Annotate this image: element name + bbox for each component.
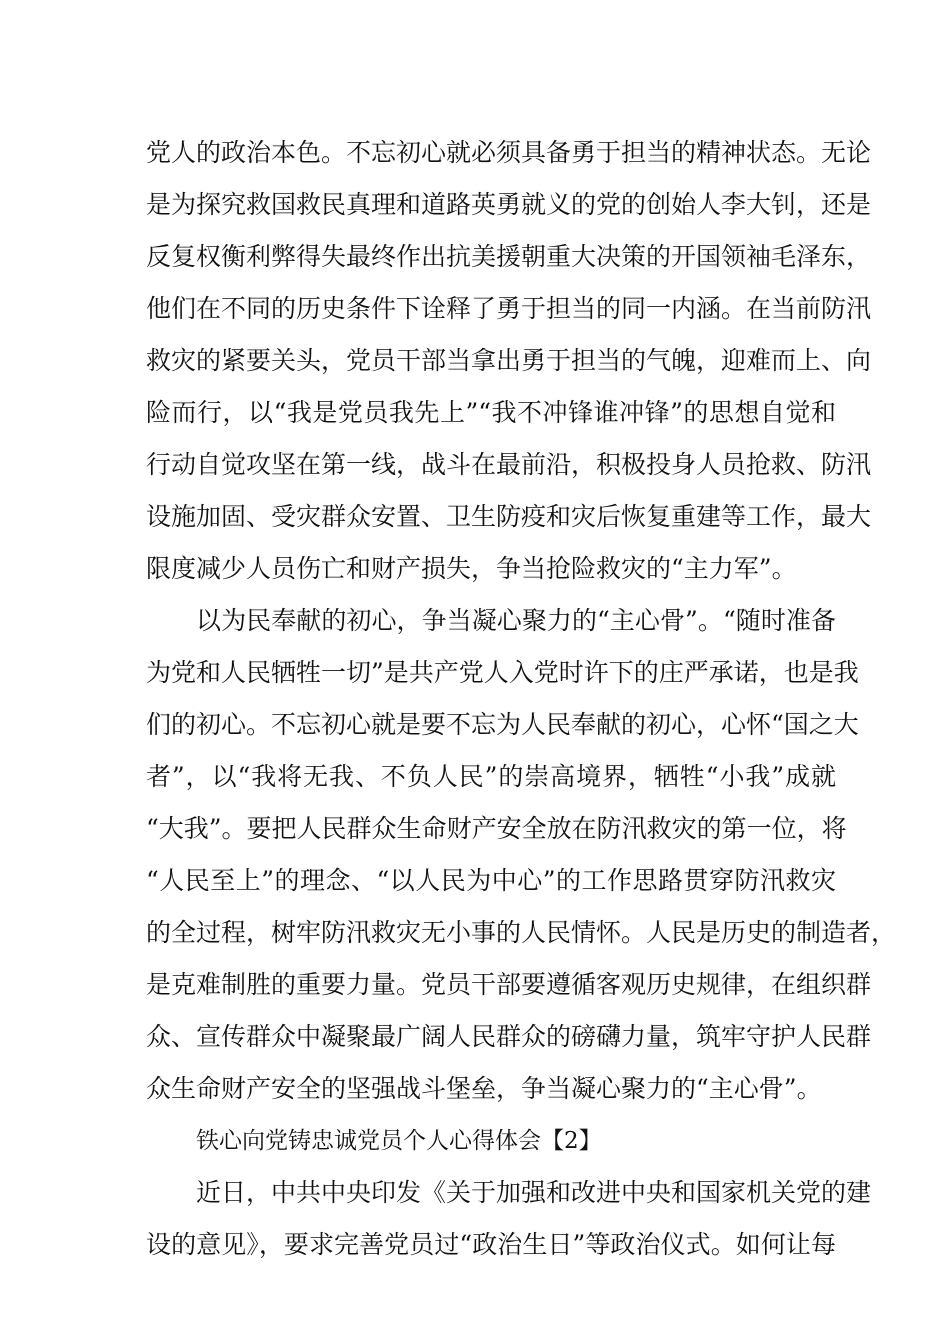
paragraph-last-line: 限度减少人员伤亡和财产损失，争当抢险救灾的“主力军”。 [146,554,797,583]
text-line: 众、宣传群众中凝聚最广阔人民群众的磅礴力量，筑牢守护人民群 [146,1022,872,1051]
text-line: 为党和人民牺牲一切”是共产党人入党时许下的庄严承诺，也是我 [146,658,859,687]
text-line: 设施加固、受灾群众安置、卫生防疫和灾后恢复重建等工作，最大 [146,502,872,531]
text-line: 们的初心。不忘初心就是要不忘为人民奉献的初心，心怀“国之大 [146,710,859,739]
text-line: 设的意见》，要求完善党员过“政治生日”等政治仪式。如何让每 [146,1230,836,1259]
paragraph-first-line: 近日，中共中央印发《关于加强和改进中央和国家机关党的建 [196,1178,872,1207]
text-line: 反复权衡利弊得失最终作出抗美援朝重大决策的开国领袖毛泽东， [146,242,872,271]
paragraph-first-line: 以为民奉献的初心，争当凝心聚力的“主心骨”。“随时准备 [196,606,836,635]
text-line: 行动自觉攻坚在第一线，战斗在最前沿，积极投身人员抢救、防汛 [146,450,872,479]
paragraph-last-line: 众生命财产安全的坚强战斗堡垒，争当凝心聚力的“主心骨”。 [146,1074,822,1103]
text-line: 是为探究救国救民真理和道路英勇就义的党的创始人李大钊，还是 [146,190,872,219]
text-line: 救灾的紧要关头，党员干部当拿出勇于担当的气魄，迎难而上、向 [146,346,872,375]
text-line: 是克难制胜的重要力量。党员干部要遵循客观历史规律，在组织群 [146,970,872,999]
text-line: “人民至上”的理念、“以人民为中心”的工作思路贯穿防汛救灾 [146,866,836,895]
text-line: “大我”。要把人民群众生命财产安全放在防汛救灾的第一位，将 [146,814,847,843]
text-line: 险而行，以“我是党员我先上”“我不冲锋谁冲锋”的思想自觉和 [146,398,836,427]
text-line: 他们在不同的历史条件下诠释了勇于担当的同一内涵。在当前防汛 [146,294,872,323]
text-line: 党人的政治本色。不忘初心就必须具备勇于担当的精神状态。无论 [146,138,872,167]
text-line: 者”，以“我将无我、不负人民”的崇高境界，牺牲“小我”成就 [146,762,836,791]
section-heading: 铁心向党铸忠诚党员个人心得体会【2】 [196,1128,602,1154]
text-line: 的全过程，树牢防汛救灾无小事的人民情怀。人民是历史的制造者， [146,918,897,947]
